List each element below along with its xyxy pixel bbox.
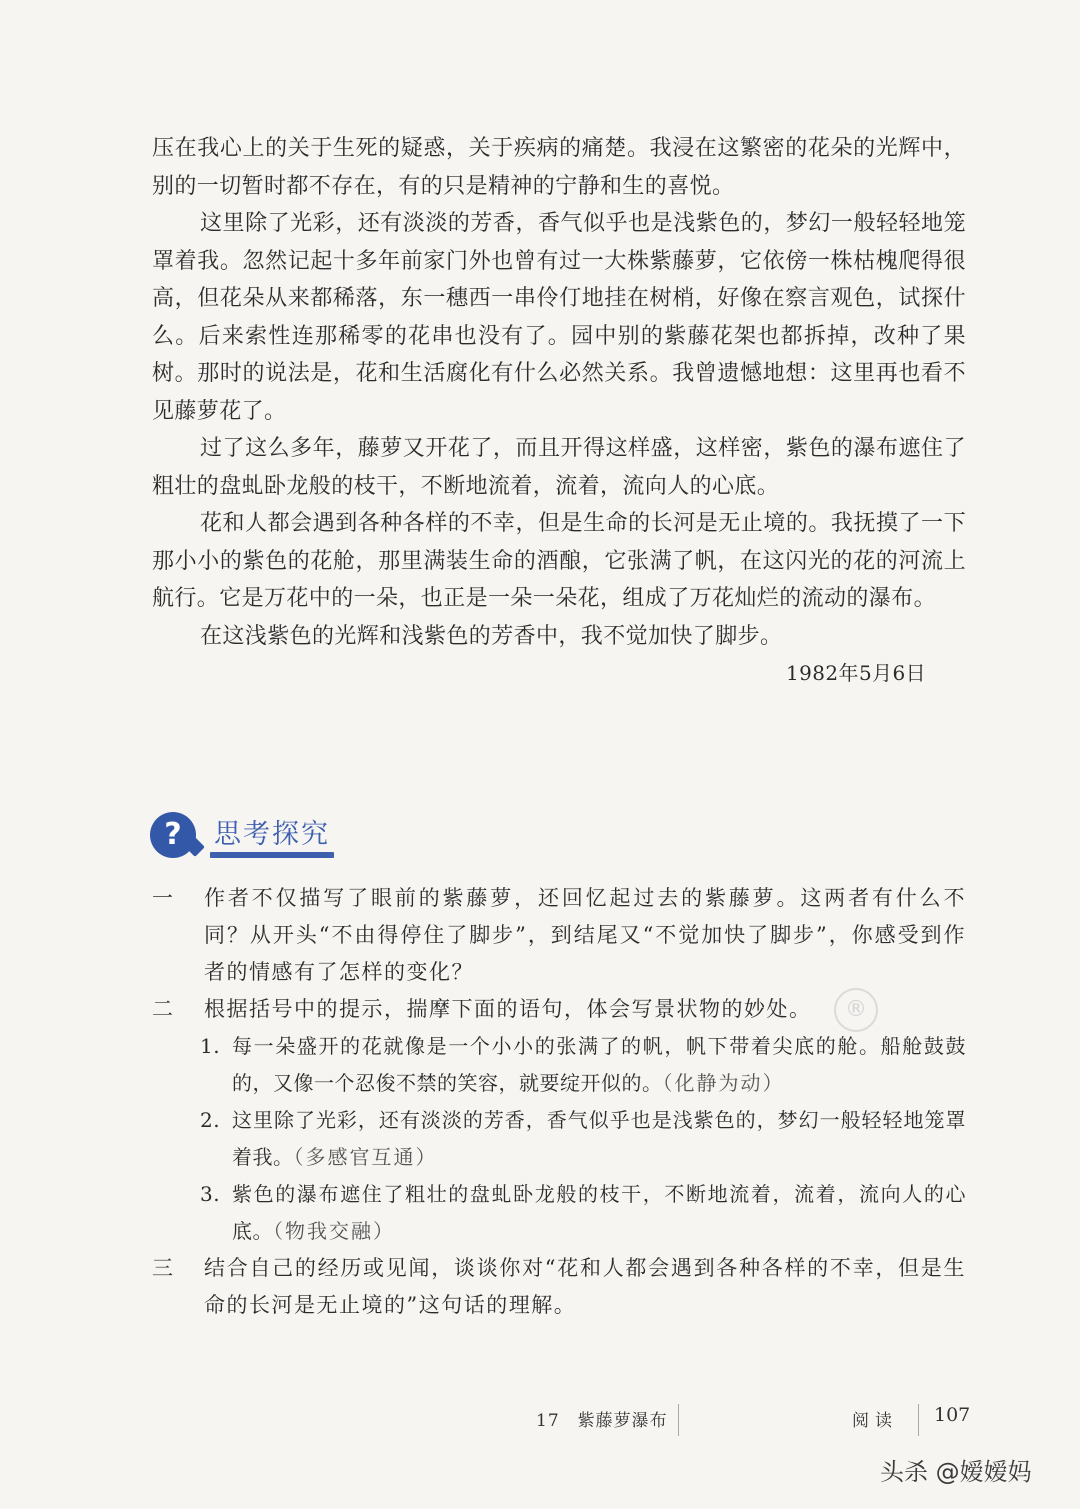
question-number: 二	[152, 997, 175, 1021]
question-number: 三	[152, 1256, 175, 1280]
source-watermark: 头杀 @嫒嫒妈	[880, 1458, 1032, 1486]
sub-question-text: 每一朵盛开的花就像是一个小小的张满了的帆，帆下带着尖底的舱。船舱鼓鼓的，又像一个忍俊不禁的笑容，就要绽开似的。	[232, 1034, 966, 1095]
sub-question-item	[152, 1028, 966, 1102]
question-text: 结合自己的经历或见闻，谈谈你对“花和人都会遇到各种各样的不幸，但是生命的长河是无止境的”这句话的理解。	[204, 1256, 966, 1317]
question-item	[152, 991, 966, 1028]
section-title: 思考探究	[214, 819, 330, 850]
question-mark-icon: ?	[150, 812, 196, 858]
footer-divider	[678, 1404, 679, 1436]
article-paragraph: 在这浅紫色的光辉和浅紫色的芳香中，我不觉加快了脚步。	[200, 623, 783, 649]
article-paragraph: 这里除了光彩，还有淡淡的芳香，香气似乎也是浅紫色的，梦幻一般轻轻地笼罩着我。忽然记起十多年前家门外也曾有过一大株紫藤萝，它依傍一株枯槐爬得很高，但花朵从来都稀落，东一穗西一串伶仃地挂在树梢，好像在察言观色，试探什么。后来索性连那稀零的花串也没有了。园中别的紫藤花架也都拆掉，改种了果树。那时的说法是，花和生活腐化有什么必然关系。我曾遗憾地想：这里再也看不见藤萝花了。	[152, 211, 966, 424]
sub-question-text: 这里除了光彩，还有淡淡的芳香，香气似乎也是浅紫色的，梦幻一般轻轻地笼罩着我。	[232, 1108, 966, 1169]
article-paragraph: 花和人都会遇到各种各样的不幸，但是生命的长河是无止境的。我抚摸了一下那小小的紫色的花舱，那里满装生命的酒酿，它张满了帆，在这闪光的花的河流上航行。它是万花中的一朵，也正是一朵一朵花，组成了万花灿烂的流动的瀑布。	[152, 511, 966, 611]
page-number: 107	[934, 1404, 971, 1426]
sub-question-item	[152, 1176, 966, 1250]
article-date: 1982年5月6日	[786, 661, 926, 685]
section-header	[150, 808, 350, 868]
sub-question-hint: （多感官互通）	[293, 1145, 438, 1169]
sub-question-number: 2.	[200, 1108, 221, 1132]
question-item	[152, 880, 966, 991]
question-item	[152, 1250, 966, 1324]
article-paragraph: 过了这么多年，藤萝又开花了，而且开得这样盛，这样密，紫色的瀑布遮住了粗壮的盘虬卧龙般的枝干，不断地流着，流着，流向人的心底。	[152, 436, 966, 499]
question-list	[152, 880, 966, 1324]
sub-question-number: 1.	[200, 1034, 221, 1058]
footer-lesson-title: 17 紫藤萝瀑布	[536, 1411, 668, 1431]
article-paragraph: 压在我心上的关于生死的疑惑，关于疾病的痛楚。我浸在这繁密的花朵的光辉中，别的一切暂时都不存在，有的只是精神的宁静和生的喜悦。	[152, 136, 966, 199]
page-footer	[0, 1400, 1080, 1440]
footer-divider	[918, 1404, 919, 1436]
sub-question-number: 3.	[200, 1182, 221, 1206]
question-number: 一	[152, 886, 175, 910]
question-text: 作者不仅描写了眼前的紫藤萝，还回忆起过去的紫藤萝。这两者有什么不同？从开头“不由得停住了脚步”，到结尾又“不觉加快了脚步”，你感受到作者的情感有了怎样的变化？	[204, 886, 966, 984]
section-underline	[210, 852, 334, 858]
registered-trademark-watermark: ®	[834, 988, 878, 1032]
sub-question-hint: （化静为动）	[662, 1071, 785, 1095]
article-body	[152, 130, 966, 693]
question-text: 根据括号中的提示，揣摩下面的语句，体会写景状物的妙处。	[204, 997, 812, 1021]
sub-question-hint: （物我交融）	[273, 1219, 395, 1243]
sub-question-text: 紫色的瀑布遮住了粗壮的盘虬卧龙般的枝干，不断地流着，流着，流向人的心底。	[232, 1182, 966, 1243]
footer-section-label: 阅读	[852, 1411, 898, 1431]
sub-question-item	[152, 1102, 966, 1176]
